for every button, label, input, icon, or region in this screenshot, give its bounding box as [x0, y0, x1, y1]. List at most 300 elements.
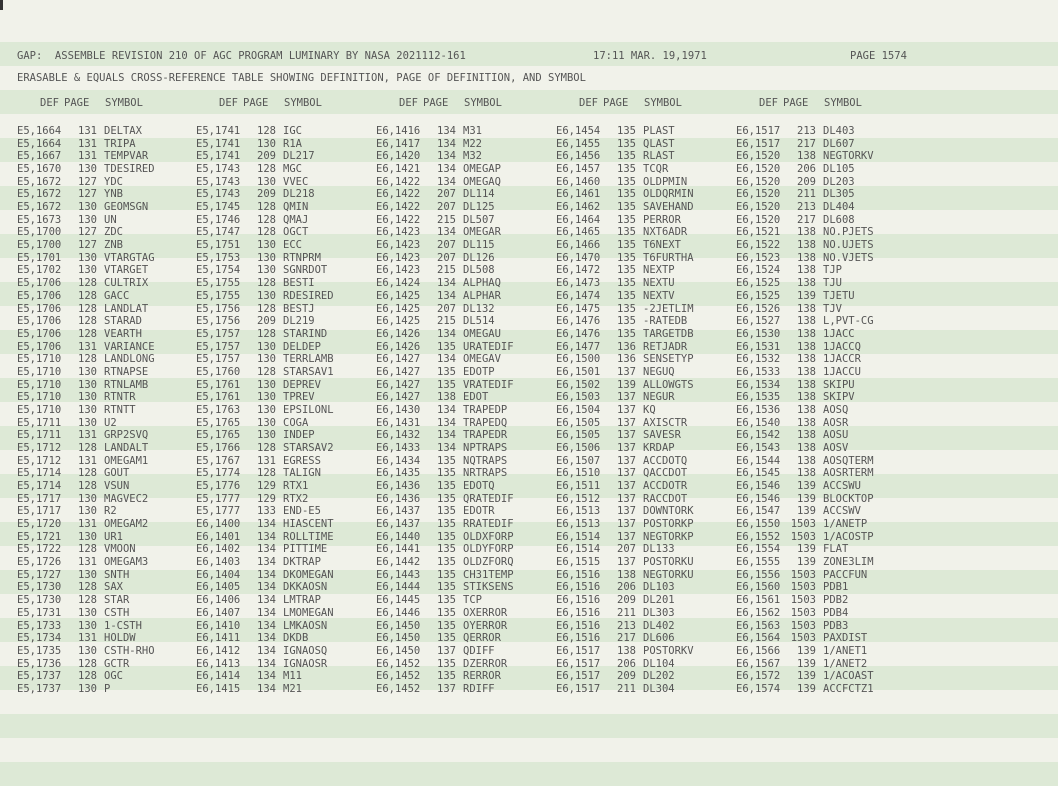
- entry-def: E6,1434: [376, 454, 421, 467]
- entry-def: E5,1743: [196, 188, 241, 201]
- entry-page: 128: [78, 442, 97, 454]
- entry-def: E5,1761: [196, 378, 241, 391]
- entry-page: 128: [257, 213, 276, 226]
- entry-page: 130: [257, 391, 276, 404]
- entry-page: 209: [617, 594, 636, 607]
- entry-symbol: ALLOWGTS: [643, 378, 694, 391]
- entry-page: 207: [437, 239, 456, 252]
- entry-symbol: SKIPU: [823, 378, 855, 391]
- entry-symbol: ALPHAR: [463, 289, 501, 302]
- entry-def: E5,1714: [17, 480, 62, 493]
- entry-symbol: NQTRAPS: [463, 454, 508, 467]
- entry-symbol: PACCFUN: [823, 568, 868, 581]
- entry-def: E6,1552: [736, 530, 781, 543]
- entry-page: 138: [797, 467, 816, 480]
- entry-def: E5,1737: [17, 670, 62, 683]
- entry-page: 131: [78, 125, 97, 137]
- entry-page: 138: [797, 378, 816, 391]
- entry-def: E5,1721: [17, 530, 62, 543]
- entry-symbol: STARIND: [283, 327, 328, 340]
- entry-def: E6,1402: [196, 543, 241, 556]
- column-header-sym-1: SYMBOL: [105, 97, 143, 109]
- entry-def: E5,1700: [17, 226, 62, 239]
- entry-symbol: ACCSWU: [823, 480, 861, 493]
- entry-def: E5,1754: [196, 264, 241, 277]
- entry-def: E6,1513: [556, 518, 601, 531]
- entry-symbol: DL203: [823, 175, 855, 188]
- entry-symbol: TEMPVAR: [104, 150, 149, 163]
- entry-symbol: DL304: [643, 682, 675, 695]
- table-row: [0, 632, 1058, 645]
- entry-def: E6,1413: [196, 657, 241, 670]
- table-row: [0, 226, 1058, 239]
- entry-def: E5,1737: [17, 682, 62, 695]
- entry-symbol: DL105: [823, 163, 855, 176]
- table-row: [0, 543, 1058, 556]
- entry-symbol: IGNAOSQ: [283, 644, 328, 657]
- table-row: [0, 303, 1058, 316]
- entry-def: E5,1774: [196, 467, 241, 480]
- entry-symbol: R1A: [283, 137, 302, 150]
- entry-page: 135: [617, 175, 636, 188]
- entry-page: 127: [78, 226, 97, 239]
- entry-def: E5,1706: [17, 340, 62, 353]
- entry-def: E6,1430: [376, 403, 421, 416]
- column-header-sym-3: SYMBOL: [464, 97, 502, 109]
- entry-symbol: OGC: [104, 670, 123, 683]
- entry-symbol: DELDEP: [283, 340, 321, 353]
- entry-symbol: END-E5: [283, 505, 321, 518]
- column-header-sym-5: SYMBOL: [824, 97, 862, 109]
- entry-def: E6,1500: [556, 353, 601, 366]
- entry-page: 130: [78, 505, 97, 518]
- entry-def: E6,1435: [376, 467, 421, 480]
- entry-symbol: OXERROR: [463, 606, 508, 619]
- entry-def: E6,1411: [196, 632, 241, 645]
- entry-symbol: PERROR: [643, 213, 681, 226]
- table-row: [0, 531, 1058, 544]
- entry-def: E5,1734: [17, 632, 62, 645]
- entry-def: E6,1420: [376, 150, 421, 163]
- entry-def: E5,1710: [17, 365, 62, 378]
- entry-page: 139: [617, 378, 636, 391]
- entry-symbol: SENSETYP: [643, 353, 694, 366]
- entry-page: 128: [78, 353, 97, 366]
- entry-def: E5,1706: [17, 327, 62, 340]
- entry-page: 1503: [790, 518, 816, 531]
- entry-symbol: TJU: [823, 277, 842, 290]
- table-row: [0, 277, 1058, 290]
- entry-def: E5,1706: [17, 315, 62, 328]
- entry-page: 134: [257, 644, 276, 657]
- table-row: [0, 620, 1058, 633]
- entry-page: 134: [437, 416, 456, 429]
- entry-page: 137: [617, 391, 636, 404]
- entry-def: E6,1526: [736, 302, 781, 315]
- entry-def: E6,1517: [736, 125, 781, 137]
- entry-symbol: DEPREV: [283, 378, 321, 391]
- entry-page: 135: [617, 315, 636, 328]
- entry-def: E6,1407: [196, 606, 241, 619]
- entry-symbol: EDOT: [463, 391, 489, 404]
- entry-page: 134: [257, 568, 276, 581]
- entry-def: E6,1452: [376, 670, 421, 683]
- entry-symbol: DL133: [643, 543, 675, 556]
- entry-page: 137: [617, 505, 636, 518]
- entry-def: E5,1765: [196, 429, 241, 442]
- entry-page: 128: [257, 365, 276, 378]
- entry-page: 131: [78, 454, 97, 467]
- entry-symbol: DL608: [823, 213, 855, 226]
- entry-page: 130: [78, 365, 97, 378]
- entry-def: E6,1512: [556, 492, 601, 505]
- entry-page: 135: [437, 365, 456, 378]
- entry-page: 134: [437, 442, 456, 454]
- entry-def: E6,1544: [736, 454, 781, 467]
- entry-def: E6,1464: [556, 213, 601, 226]
- entry-def: E6,1410: [196, 619, 241, 632]
- entry-page: 138: [797, 277, 816, 290]
- entry-page: 206: [797, 163, 816, 176]
- entry-symbol: KRDAP: [643, 442, 675, 454]
- entry-page: 128: [257, 277, 276, 290]
- entry-page: 137: [617, 530, 636, 543]
- entry-page: 137: [617, 518, 636, 531]
- entry-page: 213: [797, 201, 816, 214]
- entry-symbol: NEGUR: [643, 391, 675, 404]
- entry-def: E6,1505: [556, 429, 601, 442]
- entry-page: 217: [797, 137, 816, 150]
- entry-page: 209: [257, 315, 276, 328]
- entry-symbol: DL219: [283, 315, 315, 328]
- entry-symbol: TALIGN: [283, 467, 321, 480]
- entry-symbol: MGC: [283, 163, 302, 176]
- entry-def: E5,1743: [196, 175, 241, 188]
- entry-page: 138: [797, 403, 816, 416]
- entry-page: 134: [437, 150, 456, 163]
- entry-symbol: DKTRAP: [283, 556, 321, 569]
- entry-def: E6,1423: [376, 239, 421, 252]
- entry-page: 134: [437, 175, 456, 188]
- table-row: [0, 138, 1058, 151]
- entry-page: 138: [617, 644, 636, 657]
- entry-def: E5,1727: [17, 568, 62, 581]
- entry-symbol: M32: [463, 150, 482, 163]
- entry-symbol: EDOTQ: [463, 480, 495, 493]
- entry-symbol: LANDALT: [104, 442, 149, 454]
- entry-symbol: NEGTORKV: [823, 150, 874, 163]
- entry-def: E6,1505: [556, 416, 601, 429]
- entry-def: E6,1516: [556, 632, 601, 645]
- entry-symbol: RETJADR: [643, 340, 688, 353]
- column-header-def-5: DEF: [759, 97, 778, 109]
- entry-def: E6,1516: [556, 581, 601, 594]
- entry-page: 129: [257, 480, 276, 493]
- table-row: [0, 201, 1058, 214]
- entry-def: E6,1436: [376, 492, 421, 505]
- entry-def: E6,1525: [736, 289, 781, 302]
- entry-page: 134: [257, 530, 276, 543]
- entry-def: E6,1476: [556, 315, 601, 328]
- entry-def: E6,1470: [556, 251, 601, 264]
- entry-def: E6,1546: [736, 480, 781, 493]
- entry-def: E6,1503: [556, 391, 601, 404]
- entry-symbol: M11: [283, 670, 302, 683]
- entry-symbol: DL606: [643, 632, 675, 645]
- entry-page: 134: [257, 594, 276, 607]
- entry-symbol: ZDC: [104, 226, 123, 239]
- entry-def: E5,1670: [17, 163, 62, 176]
- entry-page: 134: [257, 682, 276, 695]
- entry-def: E6,1554: [736, 543, 781, 556]
- entry-def: E6,1562: [736, 606, 781, 619]
- entry-def: E6,1507: [556, 454, 601, 467]
- entry-page: 130: [78, 530, 97, 543]
- entry-page: 139: [797, 543, 816, 556]
- entry-symbol: TCP: [463, 594, 482, 607]
- entry-def: E6,1517: [736, 137, 781, 150]
- entry-def: E5,1711: [17, 416, 62, 429]
- entry-symbol: QACCDOT: [643, 467, 688, 480]
- entry-page: 135: [437, 518, 456, 531]
- entry-page: 135: [437, 530, 456, 543]
- entry-symbol: SNTH: [104, 568, 130, 581]
- entry-def: E6,1444: [376, 581, 421, 594]
- entry-symbol: LANDLONG: [104, 353, 155, 366]
- entry-symbol: M22: [463, 137, 482, 150]
- entry-page: 135: [617, 251, 636, 264]
- entry-symbol: KQ: [643, 403, 656, 416]
- entry-symbol: DZERROR: [463, 657, 508, 670]
- table-row: [0, 493, 1058, 506]
- entry-def: E6,1427: [376, 365, 421, 378]
- entry-page: 135: [437, 378, 456, 391]
- entry-page: 134: [437, 403, 456, 416]
- entry-def: E5,1757: [196, 353, 241, 366]
- entry-def: E6,1540: [736, 416, 781, 429]
- entry-page: 134: [437, 137, 456, 150]
- table-row: [0, 505, 1058, 518]
- entry-symbol: POSTORKP: [643, 518, 694, 531]
- table-row: [0, 442, 1058, 455]
- entry-page: 128: [257, 442, 276, 454]
- entry-symbol: ACCFCTZ1: [823, 682, 874, 695]
- entry-symbol: BESTJ: [283, 302, 315, 315]
- entry-def: E5,1667: [17, 150, 62, 163]
- entry-symbol: STAR: [104, 594, 130, 607]
- entry-page: 131: [78, 150, 97, 163]
- entry-symbol: -2JETLIM: [643, 302, 694, 315]
- entry-symbol: ZONE3LIM: [823, 556, 874, 569]
- entry-page: 130: [78, 619, 97, 632]
- entry-page: 139: [797, 505, 816, 518]
- entry-def: E6,1561: [736, 594, 781, 607]
- table-row: [0, 239, 1058, 252]
- entry-page: 1503: [790, 530, 816, 543]
- entry-def: E6,1425: [376, 315, 421, 328]
- column-header-page-5: PAGE: [783, 97, 809, 109]
- table-row: [0, 328, 1058, 341]
- entry-page: 131: [78, 556, 97, 569]
- entry-symbol: NXT6ADR: [643, 226, 688, 239]
- entry-page: 137: [437, 644, 456, 657]
- entry-symbol: ALPHAQ: [463, 277, 501, 290]
- entry-symbol: NEXTV: [643, 289, 675, 302]
- table-row: [0, 404, 1058, 417]
- entry-symbol: PAXDIST: [823, 632, 868, 645]
- entry-def: E6,1457: [556, 163, 601, 176]
- entry-symbol: VVEC: [283, 175, 309, 188]
- entry-def: E6,1424: [376, 277, 421, 290]
- entry-symbol: CSTH: [104, 606, 130, 619]
- entry-page: 215: [437, 213, 456, 226]
- table-row: [0, 683, 1058, 696]
- entry-symbol: OMEGAM2: [104, 518, 149, 531]
- entry-page: 207: [437, 302, 456, 315]
- entry-def: E6,1472: [556, 264, 601, 277]
- entry-page: 1503: [790, 632, 816, 645]
- entry-symbol: TJETU: [823, 289, 855, 302]
- entry-page: 135: [437, 670, 456, 683]
- entry-symbol: DL115: [463, 239, 495, 252]
- entry-symbol: TJV: [823, 302, 842, 315]
- entry-def: E6,1450: [376, 632, 421, 645]
- entry-page: 138: [797, 442, 816, 454]
- entry-page: 1503: [790, 581, 816, 594]
- table-row: [0, 252, 1058, 265]
- entry-page: 135: [617, 327, 636, 340]
- entry-def: E6,1414: [196, 670, 241, 683]
- entry-def: E6,1441: [376, 543, 421, 556]
- entry-def: E6,1516: [556, 606, 601, 619]
- entry-symbol: DKOMEGAN: [283, 568, 334, 581]
- entry-def: E5,1731: [17, 606, 62, 619]
- entry-page: 1503: [790, 619, 816, 632]
- entry-page: 129: [257, 492, 276, 505]
- entry-page: 130: [78, 644, 97, 657]
- entry-def: E6,1563: [736, 619, 781, 632]
- entry-def: E6,1423: [376, 264, 421, 277]
- entry-symbol: RTNTT: [104, 403, 136, 416]
- entry-def: E6,1567: [736, 657, 781, 670]
- entry-symbol: VARIANCE: [104, 340, 155, 353]
- entry-def: E6,1426: [376, 327, 421, 340]
- table-row: [0, 417, 1058, 430]
- entry-def: E6,1566: [736, 644, 781, 657]
- entry-symbol: SKIPV: [823, 391, 855, 404]
- entry-def: E6,1523: [736, 251, 781, 264]
- entry-symbol: NO.UJETS: [823, 239, 874, 252]
- entry-page: 138: [797, 150, 816, 163]
- entry-symbol: DL607: [823, 137, 855, 150]
- entry-symbol: AOSQ: [823, 403, 849, 416]
- entry-page: 130: [78, 213, 97, 226]
- entry-page: 138: [797, 302, 816, 315]
- entry-def: E6,1422: [376, 213, 421, 226]
- entry-def: E5,1722: [17, 543, 62, 556]
- entry-symbol: NEGTORKP: [643, 530, 694, 543]
- entry-def: E6,1415: [196, 682, 241, 695]
- entry-symbol: YDC: [104, 175, 123, 188]
- table-row: [0, 125, 1058, 138]
- entry-page: 135: [617, 226, 636, 239]
- entry-page: 138: [797, 429, 816, 442]
- entry-page: 130: [78, 163, 97, 176]
- entry-page: 134: [437, 289, 456, 302]
- entry-page: 135: [617, 201, 636, 214]
- entry-symbol: TRAPEDP: [463, 403, 508, 416]
- entry-symbol: IGNAOSR: [283, 657, 328, 670]
- entry-symbol: QMIN: [283, 201, 309, 214]
- entry-symbol: GCTR: [104, 657, 130, 670]
- table-row: [0, 607, 1058, 620]
- column-header-sym-2: SYMBOL: [284, 97, 322, 109]
- entry-symbol: ZNB: [104, 239, 123, 252]
- entry-symbol: TERRLAMB: [283, 353, 334, 366]
- table-row: [0, 379, 1058, 392]
- entry-def: E5,1741: [196, 125, 241, 137]
- entry-symbol: TCQR: [643, 163, 669, 176]
- entry-def: E6,1506: [556, 442, 601, 454]
- entry-symbol: LMTRAP: [283, 594, 321, 607]
- entry-symbol: T6NEXT: [643, 239, 681, 252]
- entry-symbol: LMKAOSN: [283, 619, 328, 632]
- entry-def: E6,1517: [556, 670, 601, 683]
- entry-def: E6,1514: [556, 530, 601, 543]
- entry-page: 138: [797, 353, 816, 366]
- entry-symbol: RLAST: [643, 150, 675, 163]
- entry-symbol: 1/ACOAST: [823, 670, 874, 683]
- entry-symbol: URATEDIF: [463, 340, 514, 353]
- entry-page: 137: [617, 454, 636, 467]
- entry-page: 137: [617, 492, 636, 505]
- entry-page: 130: [78, 682, 97, 695]
- entry-def: E6,1422: [376, 201, 421, 214]
- entry-def: E6,1515: [556, 556, 601, 569]
- entry-symbol: STARSAV1: [283, 365, 334, 378]
- entry-page: 134: [257, 632, 276, 645]
- entry-def: E6,1517: [556, 682, 601, 695]
- entry-symbol: HIASCENT: [283, 518, 334, 531]
- entry-def: E6,1511: [556, 480, 601, 493]
- entry-def: E6,1416: [376, 125, 421, 137]
- entry-page: 135: [437, 467, 456, 480]
- entry-def: E5,1733: [17, 619, 62, 632]
- entry-symbol: DL514: [463, 315, 495, 328]
- column-header-page-1: PAGE: [64, 97, 90, 109]
- entry-page: 128: [78, 327, 97, 340]
- entry-symbol: BESTI: [283, 277, 315, 290]
- entry-def: E5,1755: [196, 289, 241, 302]
- entry-symbol: PITTIME: [283, 543, 328, 556]
- entry-page: 1503: [790, 606, 816, 619]
- entry-page: 138: [617, 568, 636, 581]
- entry-def: E5,1743: [196, 163, 241, 176]
- entry-page: 134: [437, 277, 456, 290]
- entry-symbol: RTNAPSE: [104, 365, 149, 378]
- entry-def: E6,1543: [736, 442, 781, 454]
- entry-page: 134: [257, 543, 276, 556]
- entry-page: 213: [617, 619, 636, 632]
- entry-symbol: VEARTH: [104, 327, 142, 340]
- entry-symbol: RERROR: [463, 670, 501, 683]
- entry-def: E5,1712: [17, 442, 62, 454]
- entry-symbol: VMOON: [104, 543, 136, 556]
- entry-symbol: AOSRTERM: [823, 467, 874, 480]
- entry-def: E5,1777: [196, 492, 241, 505]
- entry-def: E5,1702: [17, 264, 62, 277]
- entry-page: 135: [437, 340, 456, 353]
